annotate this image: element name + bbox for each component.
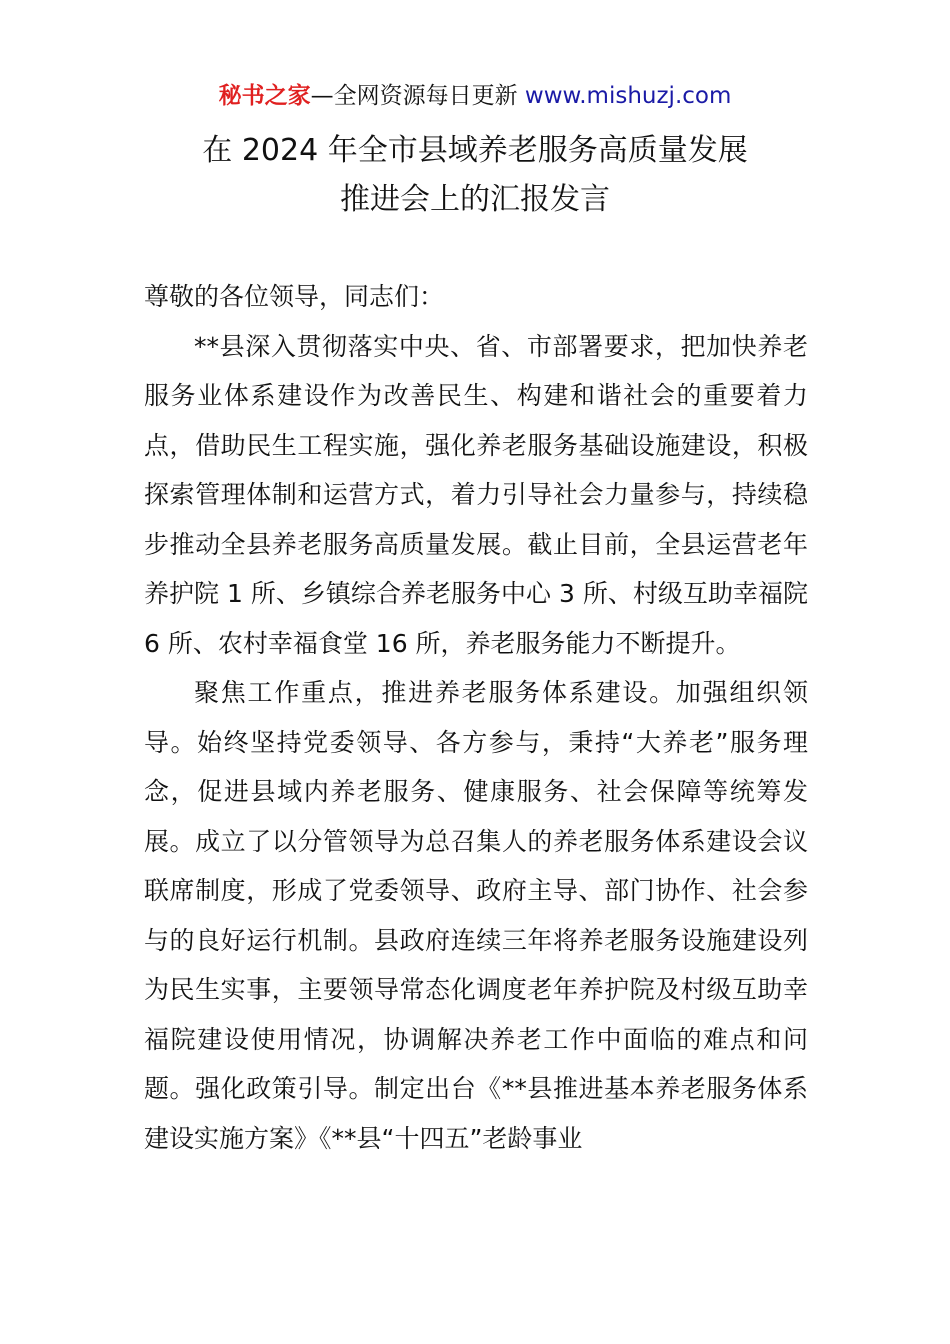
brand-name: 秘书之家 xyxy=(218,83,311,109)
document-title xyxy=(0,126,950,224)
title-line-2: 推进会上的汇报发言 xyxy=(340,182,610,217)
paragraph-intro: **县深入贯彻落实中央、省、市部署要求，把加快养老服务业体系建设作为改善民生、构建和谐社会的重要着力点，借助民生工程实施，强化养老服务基础设施建设，积极探索管理体制和运营方式，着力引导社会力量参与，持续稳步推动全县养老服务高质量发展。截止目前，全县运营老年养护院 1 所、乡镇综合养老服务中心 3 所、村级互助幸福院 6 所、农村幸福食堂 16 所，养老服务能力不断提升。 xyxy=(144,331,808,658)
site-header xyxy=(0,80,950,112)
title-line-1: 在 2024 年全市县域养老服务高质量发展 xyxy=(202,133,748,168)
header-tagline: —全网资源每日更新 xyxy=(310,83,525,109)
paragraph-work-focus: 聚焦工作重点，推进养老服务体系建设。加强组织领导。始终坚持党委领导、各方参与，秉持“大养老”服务理念，促进县域内养老服务、健康服务、社会保障等统筹发展。成立了以分管领导为总召集人的养老服务体系建设会议联席制度，形成了党委领导、政府主导、部门协作、社会参与的良好运行机制。县政府连续三年将养老服务设施建设列为民生实事，主要领导常态化调度老年养护院及村级互助幸福院建设使用情况，协调解决养老工作中面临的难点和问题。强化政策引导。制定出台《**县推进基本养老服务体系建设实施方案》《**县“十四五”老龄事业 xyxy=(144,678,808,1153)
site-url[interactable]: www.mishuzj.com xyxy=(524,83,732,109)
salutation: 尊敬的各位领导，同志们： xyxy=(144,282,445,311)
document-body xyxy=(144,272,808,1163)
